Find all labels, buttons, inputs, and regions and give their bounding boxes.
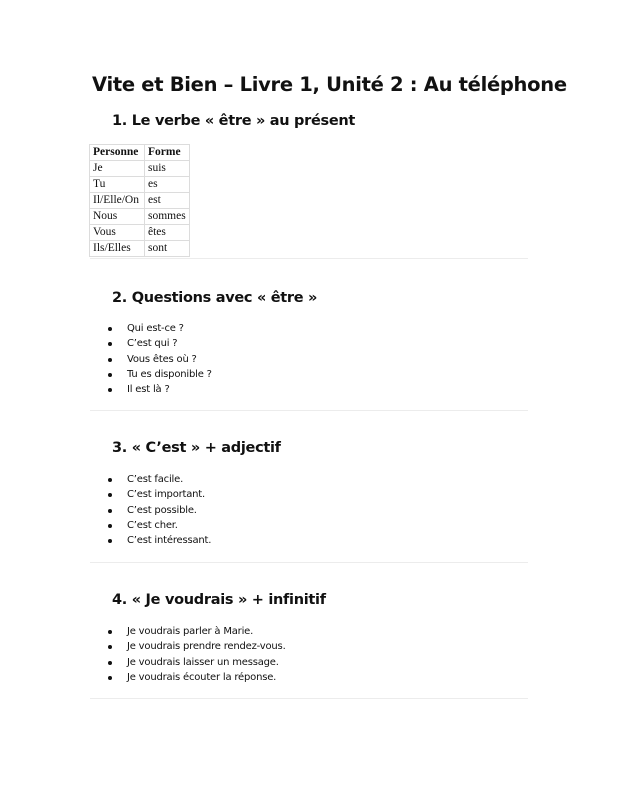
table-row — [90, 241, 190, 257]
bullet-icon — [108, 342, 112, 346]
bullet-icon — [108, 524, 112, 528]
list-item-text: C’est possible. — [127, 504, 197, 516]
list-item — [108, 321, 212, 336]
list-item — [108, 352, 212, 367]
table-row — [90, 161, 190, 177]
section-3-heading: 3. « C’est » + adjectif — [112, 440, 281, 456]
table-cell-personne: Je — [90, 161, 145, 177]
table-cell-personne: Vous — [90, 225, 145, 241]
list-item — [108, 655, 286, 670]
adjective-list — [108, 472, 211, 548]
bullet-icon — [108, 676, 112, 680]
conjugation-table — [89, 144, 190, 257]
table-cell-personne: Nous — [90, 209, 145, 225]
table-header-personne: Personne — [90, 145, 145, 161]
table-row — [90, 209, 190, 225]
section-divider — [90, 258, 528, 259]
bullet-icon — [108, 630, 112, 634]
list-item — [108, 487, 211, 502]
table-row — [90, 225, 190, 241]
table-cell-forme: sommes — [145, 209, 190, 225]
list-item-text: C’est facile. — [127, 474, 184, 485]
list-item — [108, 472, 211, 487]
list-item-text: Je voudrais parler à Marie. — [127, 626, 254, 637]
list-item-text: C’est cher. — [127, 519, 178, 531]
bullet-icon — [108, 493, 112, 497]
list-item-text: Tu es disponible ? — [127, 368, 212, 380]
section-4-heading: 4. « Je voudrais » + infinitif — [112, 592, 326, 608]
table-cell-forme: êtes — [145, 225, 190, 241]
list-item-text: Je voudrais écouter la réponse. — [127, 671, 277, 683]
bullet-icon — [108, 478, 112, 482]
list-item — [108, 624, 286, 639]
list-item — [108, 670, 286, 685]
bullet-icon — [108, 358, 112, 362]
list-item — [108, 503, 211, 518]
questions-list — [108, 321, 212, 397]
list-item — [108, 518, 211, 533]
list-item-text: Vous êtes où ? — [127, 353, 197, 365]
list-item — [108, 533, 211, 548]
bullet-icon — [108, 645, 112, 649]
table-cell-personne: Tu — [90, 177, 145, 193]
list-item — [108, 367, 212, 382]
list-item — [108, 336, 212, 351]
list-item-text: Qui est-ce ? — [127, 323, 184, 334]
table-cell-forme: es — [145, 177, 190, 193]
table-row — [90, 177, 190, 193]
list-item-text: Je voudrais laisser un message. — [127, 656, 279, 668]
table-header-forme: Forme — [145, 145, 190, 161]
table-cell-forme: sont — [145, 241, 190, 257]
list-item-text: C’est qui ? — [127, 338, 178, 350]
list-item-text: C’est intéressant. — [127, 535, 212, 547]
bullet-icon — [108, 509, 112, 513]
list-item — [108, 382, 212, 397]
bullet-icon — [108, 661, 112, 665]
infinitive-list — [108, 624, 286, 685]
document-title: Vite et Bien – Livre 1, Unité 2 : Au téléphone — [92, 73, 567, 96]
table-header-row — [90, 145, 190, 161]
section-2-heading: 2. Questions avec « être » — [112, 290, 318, 306]
bullet-icon — [108, 327, 112, 331]
table-row — [90, 193, 190, 209]
table-cell-personne: Ils/Elles — [90, 241, 145, 257]
list-item-text: Il est là ? — [127, 384, 170, 396]
bullet-icon — [108, 539, 112, 543]
table-cell-personne: Il/Elle/On — [90, 193, 145, 209]
section-divider — [90, 562, 528, 563]
section-divider — [90, 410, 528, 411]
table-cell-forme: est — [145, 193, 190, 209]
list-item-text: Je voudrais prendre rendez-vous. — [127, 641, 286, 653]
bullet-icon — [108, 373, 112, 377]
section-divider — [90, 698, 528, 699]
list-item — [108, 639, 286, 654]
list-item-text: C’est important. — [127, 489, 206, 501]
table-cell-forme: suis — [145, 161, 190, 177]
section-1-heading: 1. Le verbe « être » au présent — [112, 113, 356, 129]
bullet-icon — [108, 388, 112, 392]
